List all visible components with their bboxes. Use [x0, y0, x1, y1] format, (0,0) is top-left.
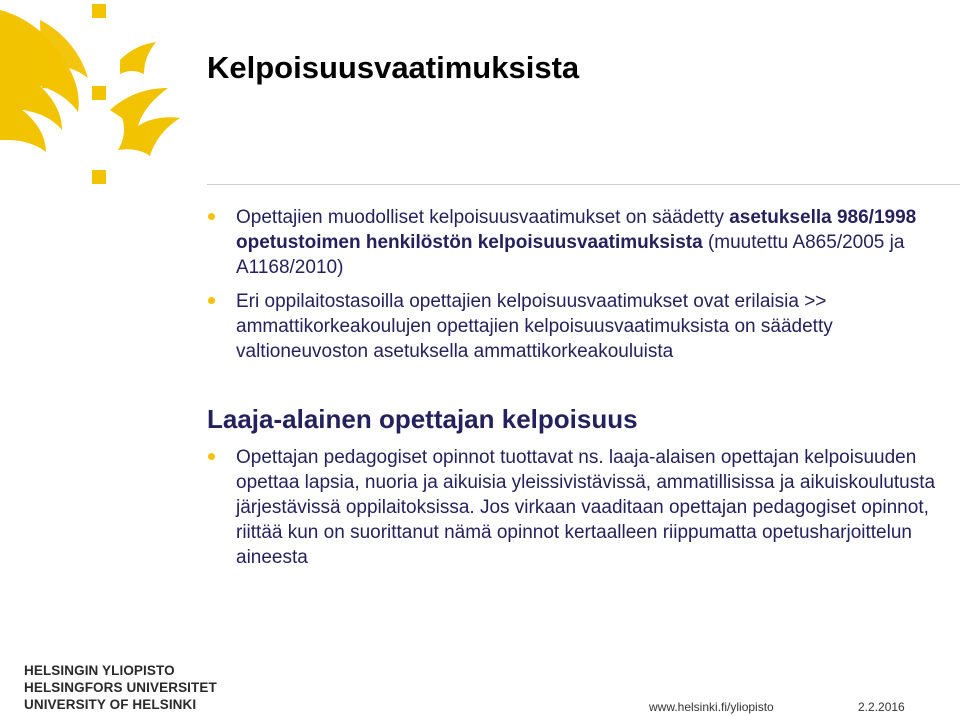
university-name-logo [24, 662, 217, 713]
footer-date: 2.2.2016 [858, 700, 905, 714]
university-name-en: UNIVERSITY OF HELSINKI [24, 697, 197, 712]
list-item-text-before: Opettajien muodolliset kelpoisuusvaatimukset on säädetty [236, 207, 730, 228]
list-item-text: Eri oppilaitostasoilla opettajien kelpoisuusvaatimukset ovat erilaisia >> ammattikorkeakoulujen opettajien kelpoisuusvaatimuksista on säädetty valtioneuvoston asetuksella ammattikorkeakouluista [236, 291, 833, 362]
slide-content [207, 205, 957, 579]
list-item [207, 205, 957, 280]
competence-list [207, 445, 957, 570]
university-name-fi: HELSINGIN YLIOPISTO [24, 663, 175, 678]
bullet-dot-icon [208, 297, 215, 304]
bullet-dot-icon [208, 453, 215, 460]
list-item [207, 445, 957, 570]
list-item-text: Opettajan pedagogiset opinnot tuottavat ns. laaja-alaisen opettajan kelpoisuuden opettaa lapsia, nuoria ja aikuisia yleissivistävissä, ammatillisissa ja aikuiskoulutusta järjestävissä oppilaitoksissa. Jos virkaan vaaditaan opettajan pedagogiset opinnot, riittää kun on suorittanut nämä opinnot kertaalleen riippumatta opetusharjoittelun aineesta [236, 447, 936, 568]
bullet-dot-icon [208, 213, 215, 220]
list-item-text-after: (muutettu A865/2005 ja A1168/2010) [236, 232, 905, 278]
footer-url: www.helsinki.fi/yliopisto [649, 700, 774, 714]
requirements-list [207, 205, 957, 364]
title-divider [207, 184, 960, 185]
university-flame-logo-icon [0, 0, 200, 190]
section-heading: Laaja-alainen opettajan kelpoisuus [207, 404, 638, 434]
university-name-sv: HELSINGFORS UNIVERSITET [24, 680, 217, 695]
list-item-text-bold: asetuksella 986/1998 opetustoimen henkilöstön kelpoisuusvaatimuksista [236, 207, 917, 253]
list-item [207, 289, 957, 364]
page-title: Kelpoisuusvaatimuksista [207, 50, 580, 85]
